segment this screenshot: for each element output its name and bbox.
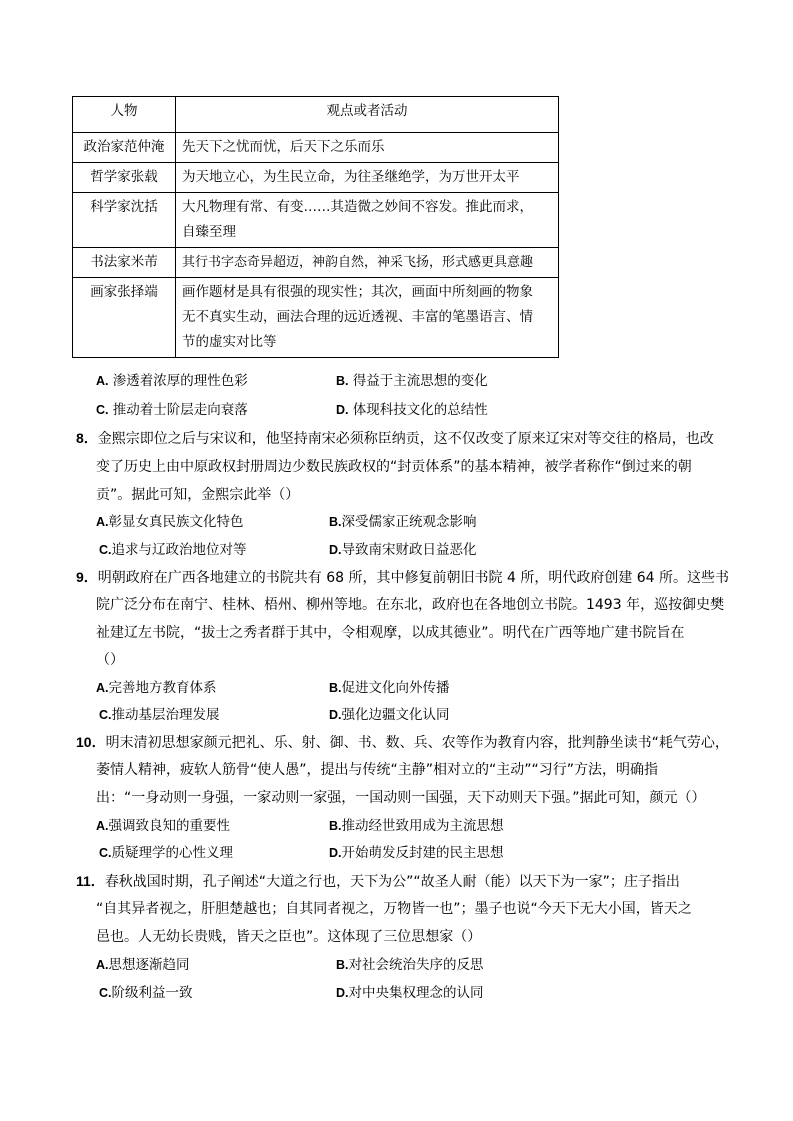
question-11-line: 邑也。人无幼长贵贱，皆天之臣也”。这体现了三位思想家（） (96, 929, 482, 945)
option-label: D. (329, 846, 342, 860)
option-text: 渗透着浓厚的理性色彩 (112, 373, 248, 389)
option-c[interactable] (99, 540, 247, 560)
question-text: 明末清初思想家颜元把礼、乐、射、御、书、数、兵、农等作为教育内容，批判静坐读书“耗气劳心， (105, 735, 729, 751)
option-label: A. (96, 819, 109, 833)
question-10-line: 出：“一身动则一身强，一家动则一家强，一国动则一国强，天下动则天下强。”据此可知，颜元（） (96, 790, 706, 806)
option-text: 质疑理学的心性义理 (111, 845, 233, 861)
option-label: C. (99, 846, 112, 860)
option-label: D. (336, 403, 349, 417)
option-b[interactable] (336, 371, 488, 391)
view-line: 其行书字态奇异超迈，神韵自然，神采飞扬，形式感更具意趣 (182, 255, 534, 270)
view-line: 画作题材是具有很强的现实性；其次，画面中所刻画的物象 (182, 284, 533, 300)
option-c[interactable] (96, 400, 248, 420)
question-9-line (76, 567, 729, 588)
option-d[interactable] (329, 843, 504, 863)
option-text: 对中央集权理念的认同 (348, 985, 484, 1001)
option-b[interactable] (329, 678, 450, 698)
table-header-row (73, 97, 559, 133)
table-cell-person: 哲学家张载 (73, 163, 176, 193)
question-text: 明朝政府在广西各地建立的书院共有 68 所，其中修复前朝旧书院 4 所，明代政府创建 64 所。这些书 (97, 570, 730, 586)
option-c[interactable] (99, 843, 233, 863)
table-cell-view (176, 248, 559, 278)
view-line: 自臻至理 (182, 224, 236, 240)
table-row (73, 193, 559, 248)
option-label: A. (96, 515, 109, 529)
option-label: A. (96, 958, 109, 972)
option-c[interactable] (99, 983, 193, 1003)
question-8-line: 贡”。据此可知，金熙宗此举（） (96, 487, 300, 503)
option-text: 对社会统治失序的反思 (348, 957, 484, 973)
question-8-line (76, 428, 714, 449)
table-cell-view (176, 193, 559, 248)
option-label: B. (329, 819, 342, 833)
option-label: C. (99, 543, 112, 557)
question-text: 金熙宗即位之后与宋议和，他坚持南宋必须称臣纳贡，这不仅改变了原来辽宋对等交往的格局，也改 (97, 431, 714, 447)
option-text: 完善地方教育体系 (108, 680, 217, 696)
question-9-line: 院广泛分布在南宁、桂林、梧州、柳州等地。在东北，政府也在各地创立书院。1493 年，巡按御史樊 (96, 597, 725, 613)
table-row (73, 133, 559, 163)
option-label: B. (336, 374, 349, 388)
option-text: 推动经世致用成为主流思想 (341, 818, 504, 834)
question-11-line (76, 871, 680, 892)
view-line: 节的虚实对比等 (182, 334, 277, 350)
option-label: C. (96, 403, 109, 417)
table-cell-person: 科学家沈括 (73, 193, 176, 248)
figures-table (72, 96, 559, 358)
option-d[interactable] (336, 983, 484, 1003)
question-number: 11． (76, 873, 105, 889)
option-text: 思想逐渐趋同 (108, 957, 190, 973)
question-11-line: “自其异者视之，肝胆楚越也；自其同者视之，万物皆一也”；墨子也说“今天下无大小国，皆天之 (96, 901, 692, 917)
option-label: B. (329, 681, 342, 695)
question-9-line: 祉建辽左书院，“拔士之秀者群于其中，令相观摩，以成其德业”。明代在广西等地广建书院旨在 (96, 625, 685, 641)
option-a[interactable] (96, 371, 248, 391)
option-text: 导致南宋财政日益恶化 (341, 542, 477, 558)
option-d[interactable] (329, 705, 450, 725)
question-9-line: （） (96, 652, 124, 668)
option-text: 追求与辽政治地位对等 (111, 542, 247, 558)
option-text: 强调致良知的重要性 (108, 818, 230, 834)
option-label: C. (99, 708, 112, 722)
option-text: 深受儒家正统观念影响 (341, 514, 477, 530)
option-label: B. (336, 958, 349, 972)
view-line: 先天下之忧而忧，后天下之乐而乐 (182, 139, 385, 155)
option-text: 阶级利益一致 (111, 985, 193, 1001)
view-line: 无不真实生动，画法合理的远近透视、丰富的笔墨语言、情 (182, 309, 533, 325)
table-row (73, 163, 559, 193)
question-number: 9． (76, 569, 98, 585)
option-label: C. (99, 986, 112, 1000)
option-label: B. (329, 515, 342, 529)
option-b[interactable] (336, 955, 484, 975)
option-label: A. (96, 681, 109, 695)
option-text: 彰显女真民族文化特色 (108, 514, 244, 530)
question-number: 10． (76, 734, 106, 750)
option-b[interactable] (329, 512, 477, 532)
table-cell-view (176, 278, 559, 358)
table-cell-view (176, 163, 559, 193)
view-line: 大凡物理有常、有变……其造微之妙间不容发。推此而求， (182, 199, 533, 215)
question-number: 8． (76, 430, 98, 446)
table-cell-person: 画家张择端 (73, 278, 176, 358)
option-label: A. (96, 374, 109, 388)
option-text: 促进文化向外传播 (341, 680, 450, 696)
option-text: 强化边疆文化认同 (341, 707, 450, 723)
option-text: 推动基层治理发展 (111, 707, 220, 723)
question-8-line: 变了历史上由中原政权封册周边少数民族政权的“封贡体系”的基本精神，被学者称作“倒过来的朝 (96, 459, 692, 475)
view-line: 为天地立心，为生民立命，为往圣继绝学，为万世开太平 (182, 169, 520, 185)
option-d[interactable] (329, 540, 477, 560)
table-cell-person: 政治家范仲淹 (73, 133, 176, 163)
option-a[interactable] (96, 678, 217, 698)
option-text: 推动着士阶层走向衰落 (112, 402, 248, 418)
option-b[interactable] (329, 816, 504, 836)
table-header-person: 人物 (73, 97, 176, 133)
option-c[interactable] (99, 705, 220, 725)
option-a[interactable] (96, 512, 244, 532)
table-cell-view (176, 133, 559, 163)
option-a[interactable] (96, 955, 190, 975)
table-row (73, 278, 559, 358)
option-d[interactable] (336, 400, 488, 420)
question-text: 春秋战国时期，孔子阐述“大道之行也，天下为公”“故圣人耐（能）以天下为一家”；庄子指出 (104, 874, 680, 890)
question-10-line: 萎情人精神，疲软人筋骨“使人愚”，提出与传统“主静”相对立的“主动”“习行”方法，明确指 (96, 762, 659, 778)
option-label: D. (329, 708, 342, 722)
option-label: D. (336, 986, 349, 1000)
option-text: 体现科技文化的总结性 (352, 402, 488, 418)
option-text: 得益于主流思想的变化 (352, 373, 488, 389)
table-header-view: 观点或者活动 (176, 97, 559, 133)
option-text: 开始萌发反封建的民主思想 (341, 845, 504, 861)
question-10-line (76, 732, 729, 753)
table-cell-person: 书法家米芾 (73, 248, 176, 278)
table-row (73, 248, 559, 278)
option-label: D. (329, 543, 342, 557)
option-a[interactable] (96, 816, 230, 836)
